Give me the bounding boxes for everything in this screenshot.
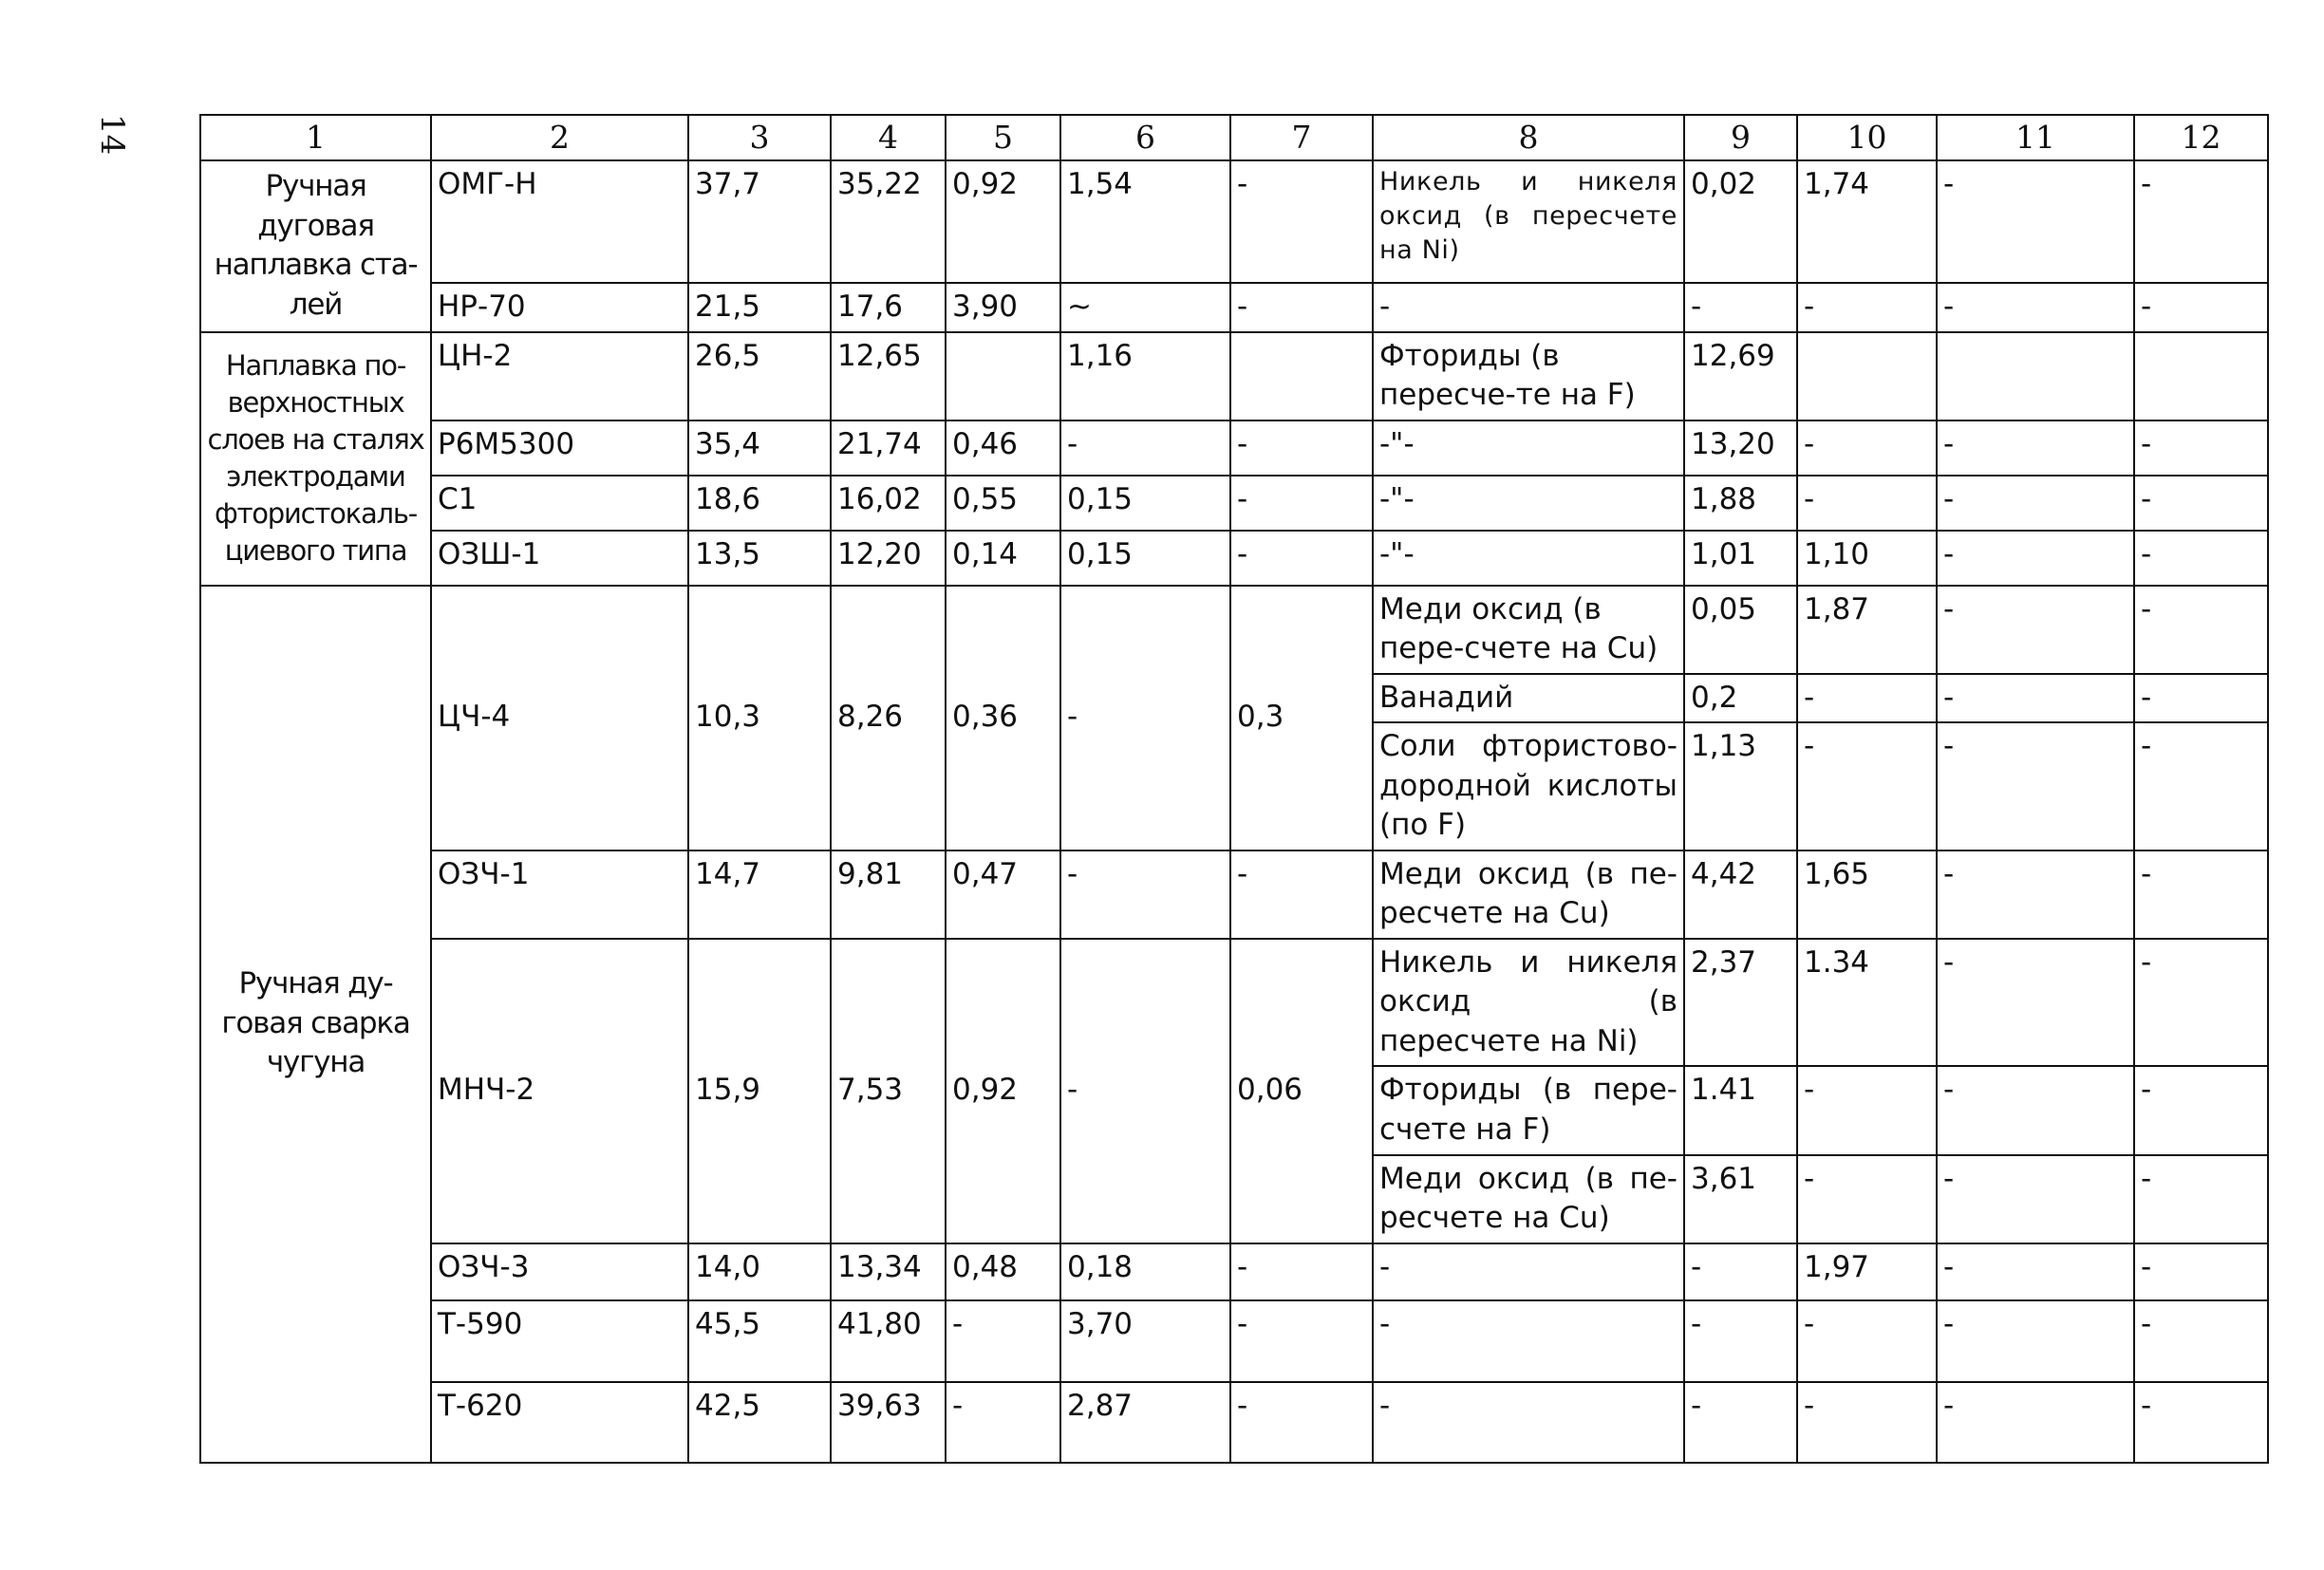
table-row (200, 421, 2268, 476)
group-label: Ручная ду-говая сварка чугуна (200, 586, 431, 1463)
table-cell: - (1060, 586, 1230, 850)
table-cell: - (1937, 722, 2134, 850)
table-cell: - (1230, 1243, 1373, 1300)
table-cell: 15,9 (688, 939, 831, 1243)
electrode-name: Т-590 (431, 1300, 688, 1382)
table-cell: 0,15 (1060, 476, 1230, 531)
table-cell: 9,81 (831, 850, 946, 939)
table-cell: - (1937, 283, 2134, 332)
table-cell: 1,16 (1060, 332, 1230, 421)
table-cell (1937, 332, 2134, 421)
table-row (200, 332, 2268, 421)
column-header: 1 (200, 115, 431, 160)
table-cell: - (1937, 1155, 2134, 1243)
table-cell: 1,87 (1797, 586, 1937, 674)
table-cell: - (1797, 674, 1937, 723)
table-cell: - (1060, 850, 1230, 939)
table-cell: - (2134, 674, 2268, 723)
electrode-name: ОМГ-Н (431, 160, 688, 283)
table-cell: - (1797, 283, 1937, 332)
page-number: 14 (93, 114, 131, 156)
table-cell: 0,15 (1060, 531, 1230, 586)
substance-name: -"- (1373, 476, 1684, 531)
table-cell: - (1230, 283, 1373, 332)
table-cell: - (1937, 1066, 2134, 1154)
table-cell: 21,5 (688, 283, 831, 332)
substance-name: - (1373, 1243, 1684, 1300)
table-cell: - (1230, 476, 1373, 531)
table-cell: 3,70 (1060, 1300, 1230, 1382)
table-cell: - (1797, 1382, 1937, 1463)
substance-name: -"- (1373, 421, 1684, 476)
emissions-table (199, 114, 2269, 1464)
table-cell: - (1797, 421, 1937, 476)
table-cell (1230, 332, 1373, 421)
table-cell: 26,5 (688, 332, 831, 421)
electrode-name: ЦН-2 (431, 332, 688, 421)
column-header: 8 (1373, 115, 1684, 160)
table-cell: - (2134, 586, 2268, 674)
table-cell: 0,55 (946, 476, 1060, 531)
table-cell: - (1937, 160, 2134, 283)
table-row (200, 476, 2268, 531)
table-cell: - (946, 1382, 1060, 1463)
table-cell: - (1060, 939, 1230, 1243)
table-cell: 8,26 (831, 586, 946, 850)
table-cell (946, 332, 1060, 421)
table-cell: 12,20 (831, 531, 946, 586)
table-cell: 16,02 (831, 476, 946, 531)
table-cell: 39,63 (831, 1382, 946, 1463)
table-cell: - (2134, 160, 2268, 283)
table-row (200, 939, 2268, 1067)
table-cell: 0,3 (1230, 586, 1373, 850)
table-cell: 12,65 (831, 332, 946, 421)
table-cell: - (1937, 674, 2134, 723)
table-cell: - (2134, 850, 2268, 939)
table-cell: - (2134, 1243, 2268, 1300)
table-row (200, 1243, 2268, 1300)
substance-name: Меди оксид (в пе-ресчете на Cu) (1373, 850, 1684, 939)
table-cell: - (2134, 1382, 2268, 1463)
table-cell: 1,88 (1684, 476, 1797, 531)
table-cell: 0,18 (1060, 1243, 1230, 1300)
table-cell: 0,36 (946, 586, 1060, 850)
table-cell: - (1937, 1243, 2134, 1300)
table-cell: - (1937, 421, 2134, 476)
substance-name: Меди оксид (в пе-ресчете на Cu) (1373, 1155, 1684, 1243)
substance-name: Меди оксид (в пере-счете на Cu) (1373, 586, 1684, 674)
electrode-name: ОЗШ-1 (431, 531, 688, 586)
substance-name: Фториды (в пере-счете на F) (1373, 1066, 1684, 1154)
table-cell: - (1937, 586, 2134, 674)
column-header: 2 (431, 115, 688, 160)
group-label: Ручная дуговая наплавка ста-лей (200, 160, 431, 332)
table-row (200, 586, 2268, 674)
column-header: 4 (831, 115, 946, 160)
table-cell: 2,37 (1684, 939, 1797, 1067)
table-cell: - (1684, 1382, 1797, 1463)
table-cell: - (2134, 476, 2268, 531)
table-cell: 0,2 (1684, 674, 1797, 723)
table-cell: - (1230, 1382, 1373, 1463)
column-header: 5 (946, 115, 1060, 160)
table-cell: 1,01 (1684, 531, 1797, 586)
table-cell: 0,06 (1230, 939, 1373, 1243)
table-cell: - (2134, 1155, 2268, 1243)
table-cell: - (1937, 850, 2134, 939)
substance-name: - (1373, 1382, 1684, 1463)
table-cell: - (2134, 531, 2268, 586)
table-cell: 0,92 (946, 160, 1060, 283)
electrode-name: ОЗЧ-1 (431, 850, 688, 939)
table-cell: 41,80 (831, 1300, 946, 1382)
table-cell: ~ (1060, 283, 1230, 332)
column-header: 11 (1937, 115, 2134, 160)
electrode-name: НР-70 (431, 283, 688, 332)
table-cell: 14,0 (688, 1243, 831, 1300)
table-row (200, 531, 2268, 586)
column-header: 3 (688, 115, 831, 160)
table-cell: 35,4 (688, 421, 831, 476)
electrode-name: ОЗЧ-3 (431, 1243, 688, 1300)
substance-name: Никель и никеля оксид (в пересчете на Ni) (1373, 160, 1684, 283)
table-cell: - (1684, 1243, 1797, 1300)
table-cell: - (1230, 531, 1373, 586)
table-cell: - (1230, 421, 1373, 476)
column-header: 10 (1797, 115, 1937, 160)
table-cell: - (1937, 1382, 2134, 1463)
electrode-name: Р6М5300 (431, 421, 688, 476)
table-cell: - (1797, 1066, 1937, 1154)
table-cell: 1,10 (1797, 531, 1937, 586)
table-cell: - (1230, 160, 1373, 283)
table-cell: - (2134, 283, 2268, 332)
table-cell: 35,22 (831, 160, 946, 283)
table-row (200, 850, 2268, 939)
substance-name: Никель и никеля оксид (в пересчете на Ni) (1373, 939, 1684, 1067)
table-cell: - (2134, 421, 2268, 476)
table-row (200, 1300, 2268, 1382)
table-cell: - (1937, 1300, 2134, 1382)
table-cell: - (1230, 850, 1373, 939)
table-cell: - (1684, 283, 1797, 332)
electrode-name: Т-620 (431, 1382, 688, 1463)
table-cell: 37,7 (688, 160, 831, 283)
table-cell: 45,5 (688, 1300, 831, 1382)
table-cell: 18,6 (688, 476, 831, 531)
table-cell: 1,54 (1060, 160, 1230, 283)
table-cell: - (1797, 476, 1937, 531)
table-cell: 4,42 (1684, 850, 1797, 939)
table-cell: - (1684, 1300, 1797, 1382)
group-label: Наплавка по-верхностных слоев на сталях электродами фтористокаль-циевого типа (200, 332, 431, 586)
substance-name: -"- (1373, 531, 1684, 586)
table-cell: - (2134, 1066, 2268, 1154)
table-cell: - (2134, 939, 2268, 1067)
column-header: 6 (1060, 115, 1230, 160)
table-cell: 1,74 (1797, 160, 1937, 283)
table-cell: - (1060, 421, 1230, 476)
table-cell: 21,74 (831, 421, 946, 476)
table-cell: 0,47 (946, 850, 1060, 939)
table-cell: 0,48 (946, 1243, 1060, 1300)
column-header: 7 (1230, 115, 1373, 160)
electrode-name: С1 (431, 476, 688, 531)
table-row (200, 160, 2268, 283)
table-cell: 10,3 (688, 586, 831, 850)
table-cell: 1,65 (1797, 850, 1937, 939)
table-cell: 1.34 (1797, 939, 1937, 1067)
table-cell: 13,20 (1684, 421, 1797, 476)
table-cell: - (2134, 1300, 2268, 1382)
table-cell: - (2134, 722, 2268, 850)
table-cell: 0,02 (1684, 160, 1797, 283)
table-cell: 14,7 (688, 850, 831, 939)
substance-name: - (1373, 283, 1684, 332)
table-cell: 1.41 (1684, 1066, 1797, 1154)
table-cell: 2,87 (1060, 1382, 1230, 1463)
table-cell (2134, 332, 2268, 421)
electrode-name: МНЧ-2 (431, 939, 688, 1243)
table-cell: 1,13 (1684, 722, 1797, 850)
substance-name: Фториды (в пересче-те на F) (1373, 332, 1684, 421)
table-cell: 0,92 (946, 939, 1060, 1243)
table-cell: 0,14 (946, 531, 1060, 586)
table-cell: 0,05 (1684, 586, 1797, 674)
table-cell: 17,6 (831, 283, 946, 332)
table-row (200, 283, 2268, 332)
table-cell: 13,5 (688, 531, 831, 586)
column-header: 9 (1684, 115, 1797, 160)
table-cell: 42,5 (688, 1382, 831, 1463)
column-header: 12 (2134, 115, 2268, 160)
table-cell: - (1937, 939, 2134, 1067)
table-cell: 1,97 (1797, 1243, 1937, 1300)
header-row (200, 115, 2268, 160)
substance-name: Ванадий (1373, 674, 1684, 723)
table-cell: - (1797, 722, 1937, 850)
substance-name: - (1373, 1300, 1684, 1382)
table-cell: - (946, 1300, 1060, 1382)
table-row (200, 1382, 2268, 1463)
table-cell (1797, 332, 1937, 421)
table-cell: - (1797, 1155, 1937, 1243)
table-cell: 0,46 (946, 421, 1060, 476)
electrode-name: ЦЧ-4 (431, 586, 688, 850)
table-cell: - (1937, 476, 2134, 531)
table-cell: 7,53 (831, 939, 946, 1243)
substance-name: Соли фтористово-дородной кислоты (по F) (1373, 722, 1684, 850)
table-cell: - (1230, 1300, 1373, 1382)
table-cell: 13,34 (831, 1243, 946, 1300)
table-cell: - (1937, 531, 2134, 586)
table-cell: 12,69 (1684, 332, 1797, 421)
table-cell: - (1797, 1300, 1937, 1382)
table-cell: 3,90 (946, 283, 1060, 332)
table-cell: 3,61 (1684, 1155, 1797, 1243)
